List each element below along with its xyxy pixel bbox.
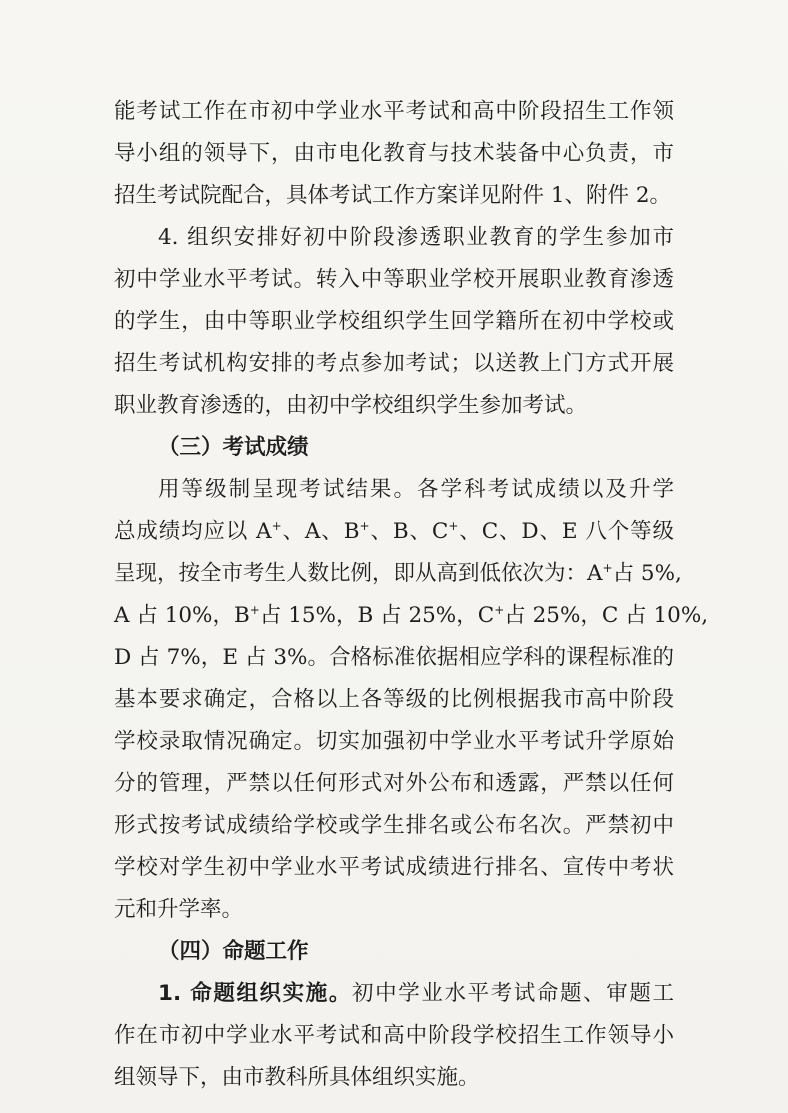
section-heading-exam-results: （三）考试成绩 bbox=[158, 435, 309, 460]
text-line: D 占 7%，E 占 3%。合格标准依据相应学科的课程标准的 bbox=[114, 645, 674, 670]
text-segment: 总成绩均应以 A bbox=[114, 519, 272, 544]
text-line: 导小组的领导下，由市电化教育与技术装备中心负责，市 bbox=[114, 141, 674, 166]
text-segment: 呈现，按全市考生人数比例，即从高到低依次为：A bbox=[114, 561, 603, 586]
superscript-plus: + bbox=[271, 519, 282, 533]
superscript-plus: + bbox=[448, 519, 459, 533]
text-segment: 占 15%，B 占 25%，C bbox=[259, 603, 495, 628]
text-line: 形式按考试成绩给学校或学生排名或公布名次。严禁初中 bbox=[114, 813, 674, 838]
superscript-plus: + bbox=[494, 603, 505, 617]
text-line bbox=[158, 974, 674, 1014]
text-line: 分的管理，严禁以任何形式对外公布和透露，严禁以任何 bbox=[114, 771, 674, 796]
text-line: 用等级制呈现考试结果。各学科考试成绩以及升学 bbox=[158, 477, 674, 502]
superscript-plus: + bbox=[359, 519, 370, 533]
text-line: 招生考试机构安排的考点参加考试；以送教上门方式开展 bbox=[114, 351, 674, 376]
text-segment: 占 25%，C 占 10%, bbox=[504, 603, 709, 628]
text-line: 学校录取情况确定。切实加强初中学业水平考试升学原始 bbox=[114, 729, 674, 754]
text-line: 职业教育渗透的，由初中学校组织学生参加考试。 bbox=[114, 393, 588, 418]
superscript-plus: + bbox=[249, 603, 260, 617]
section-heading-proposition-work: （四）命题工作 bbox=[158, 939, 309, 964]
text-segment: 初中学业水平考试命题、审题工 bbox=[352, 981, 674, 1006]
text-segment: 占 5%, bbox=[612, 561, 682, 586]
text-line: 作在市初中学业水平考试和高中阶段学校招生工作领导小 bbox=[114, 1023, 674, 1048]
text-line: 组领导下，由市教科所具体组织实施。 bbox=[114, 1065, 480, 1090]
text-line: 招生考试院配合，具体考试工作方案详见附件 1、附件 2。 bbox=[114, 183, 672, 208]
text-line bbox=[114, 512, 674, 552]
text-line bbox=[114, 554, 682, 594]
text-line: 能考试工作在市初中学业水平考试和高中阶段招生工作领 bbox=[114, 99, 674, 124]
text-segment: 、A、B bbox=[281, 519, 360, 544]
superscript-plus: + bbox=[602, 561, 613, 575]
text-segment: A 占 10%，B bbox=[114, 603, 250, 628]
text-segment: 、C、D、E 八个等级 bbox=[458, 519, 674, 544]
text-line: 的学生，由中等职业学校组织学生回学籍所在初中学校或 bbox=[114, 309, 674, 334]
text-segment: 、B、C bbox=[369, 519, 449, 544]
text-line: 元和升学率。 bbox=[114, 897, 244, 922]
text-line bbox=[114, 596, 709, 636]
text-line: 初中学业水平考试。转入中等职业学校开展职业教育渗透 bbox=[114, 267, 674, 292]
inline-heading: 1. 命题组织实施。 bbox=[158, 981, 353, 1006]
text-line: 基本要求确定，合格以上各等级的比例根据我市高中阶段 bbox=[114, 687, 674, 712]
text-line: 学校对学生初中学业水平考试成绩进行排名、宣传中考状 bbox=[114, 855, 674, 880]
text-line: 4. 组织安排好初中阶段渗透职业教育的学生参加市 bbox=[158, 225, 674, 250]
